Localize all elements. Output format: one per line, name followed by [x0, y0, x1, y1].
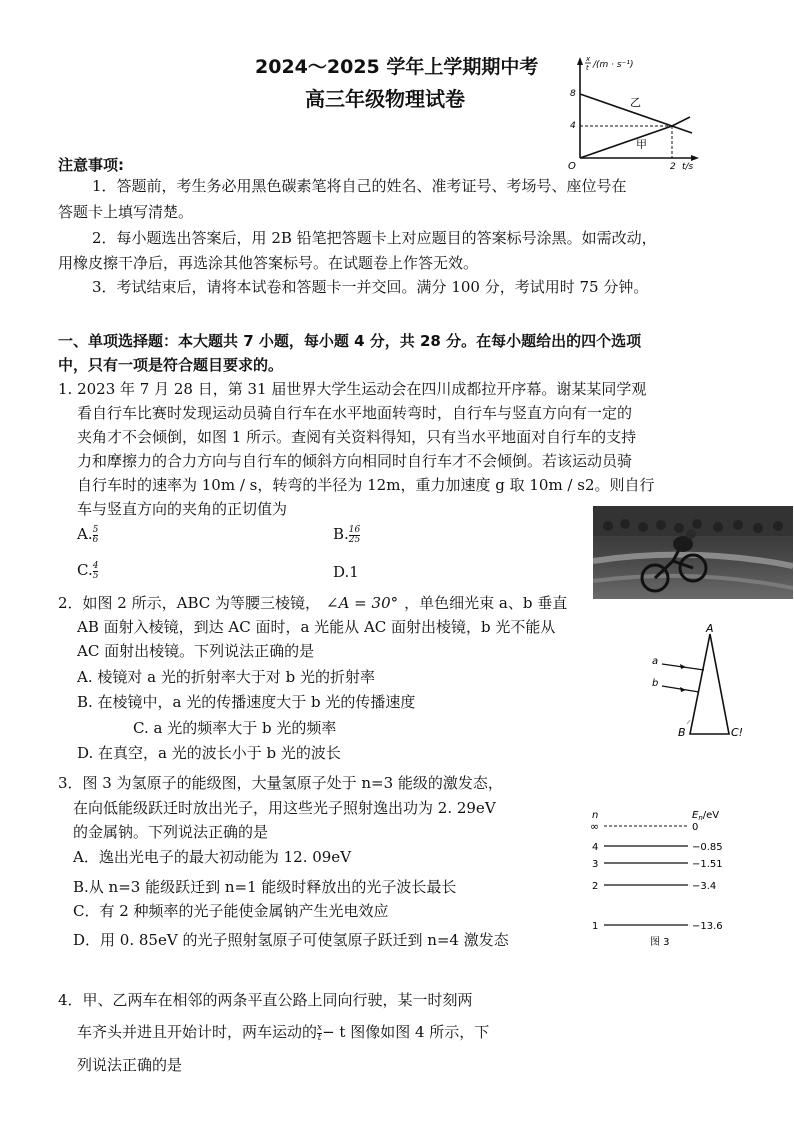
n-header: n [592, 810, 599, 821]
y-frac-num: x [586, 55, 591, 63]
q3-option-d: D．用 0. 85eV 的光子照射氢原子可使氢原子跃迁到 n=4 激发态 [73, 931, 509, 949]
line-yi-ext [672, 126, 692, 133]
notice-line: 用橡皮擦干净后，再选涂其他答案标号。在试题卷上作答无效。 [58, 254, 479, 272]
y-axis-arrow [577, 57, 583, 65]
exam-title: 2024～2025 学年上学期期中考 [255, 56, 539, 78]
q2-line: AC 面射出棱镜。下列说法正确的是 [77, 642, 315, 660]
vertex-c: C! [731, 726, 744, 739]
prism-triangle [690, 634, 729, 734]
level-e: 0 [692, 822, 699, 833]
figure-3-caption: 图 3 [650, 937, 670, 948]
q4-line: 4．甲、乙两车在相邻的两条平直公路上同向行驶，某一时刻两 [58, 991, 473, 1009]
level-n: 3 [592, 859, 599, 870]
q1-option-a: A. $\frac{5}{6}$ [77, 524, 99, 545]
y-tick-8: 8 [570, 89, 576, 99]
level-n: 1 [592, 921, 599, 932]
notice-heading: 注意事项: [58, 156, 124, 174]
q1-line: 自行车时的速率为 10m / s，转弯的半径为 12m，重力加速度 g 取 10m / s2。则自行 [77, 476, 655, 494]
e-header: $E_n/eV$ [692, 810, 720, 822]
q3-line: 在向低能级跃迁时放出光子，用这些光子照射逸出功为 2. 29eV [73, 799, 496, 817]
q2-option-d: D. 在真空，a 光的波长小于 b 光的波长 [77, 744, 341, 762]
q1-option-b: B. $\frac{16}{25}$ [333, 524, 361, 545]
ray-a-arrow [680, 664, 686, 669]
level-e: −0.85 [692, 842, 723, 853]
y-axis-label: /(m · s⁻¹) [593, 60, 634, 70]
level-n: 2 [592, 881, 599, 892]
notice-line: 1．答题前，考生务必用黑色碳素笔将自己的姓名、准考证号、考场号、座位号在 [92, 177, 627, 195]
level-e: −1.51 [692, 859, 723, 870]
section-heading: 中，只有一项是符合题目要求的。 [58, 356, 284, 374]
label-jia: 甲 [636, 138, 647, 151]
figure-2-prism [640, 620, 780, 745]
label-yi: 乙 [630, 96, 641, 109]
y-tick-4: 4 [570, 121, 576, 131]
level-n: 4 [592, 842, 599, 853]
line-jia [580, 126, 672, 158]
x-axis-label: t/s [682, 162, 694, 170]
notice-line: 答题卡上填写清楚。 [58, 203, 194, 221]
q3-option-c: C．有 2 种频率的光子能使金属钠产生光电效应 [73, 902, 389, 920]
q4-line: 列说法正确的是 [77, 1056, 183, 1074]
q3-option-b: B.从 n=3 能级跃迁到 n=1 能级时释放出的光子波长最长 [73, 878, 457, 896]
ray-b-label: b [652, 678, 659, 689]
notice-line: 3．考试结束后，请将本试卷和答题卡一并交回。满分 100 分，考试用时 75 分钟。 [92, 278, 649, 296]
level-n: ∞ [590, 820, 600, 833]
line-yi [580, 94, 672, 126]
figure-3-energy-levels [588, 808, 748, 950]
q1-option-c: C. $\frac{4}{5}$ [77, 560, 99, 581]
q4-line2: 车齐头并进且开始计时，两车运动的 $\frac{x}{t}$ − t 图像如图 4 所示，下 [77, 1022, 490, 1043]
q2-line1: 2．如图 2 所示，ABC 为等腰三棱镜， ∠A = 30° ，单色细光束 a、b 垂直 [58, 594, 568, 612]
figure-4-xt-graph [560, 52, 700, 170]
q2-option-a: A. 棱镜对 a 光的折射率大于对 b 光的折射率 [77, 668, 375, 686]
q1-option-d: D.1 [333, 563, 359, 581]
q1-line: 车与竖直方向的夹角的正切值为 [77, 500, 288, 518]
q1-line: 看自行车比赛时发现运动员骑自行车在水平地面转弯时，自行车与竖直方向有一定的 [77, 404, 633, 422]
q2-option-c: C. a 光的频率大于 b 光的频率 [133, 719, 337, 737]
vertex-b: B [678, 726, 686, 739]
level-e: −3.4 [692, 881, 717, 892]
figure-1-cyclist-photo [593, 506, 793, 599]
vertex-a: A [706, 622, 714, 635]
x-axis-arrow [691, 155, 699, 161]
q1-line: 1. 2023 年 7 月 28 日，第 31 届世界大学生运动会在四川成都拉开序幕。谢某某同学观 [58, 380, 647, 398]
q3-line: 3．图 3 为氢原子的能级图，大量氢原子处于 n=3 能级的激发态， [58, 774, 503, 792]
origin-label: O [568, 161, 576, 170]
q1-line: 夹角才不会倾倒，如图 1 所示。查阅有关资料得知，只有当水平地面对自行车的支持 [77, 428, 637, 446]
line-jia-ext [672, 117, 690, 126]
y-frac-den: t [586, 64, 589, 72]
q3-line: 的金属钠。下列说法正确的是 [73, 823, 269, 841]
q1-line: 力和摩擦力的合力方向与自行车的倾斜方向相同时自行车才不会倾倒。若该运动员骑 [77, 452, 633, 470]
q2-option-b: B. 在棱镜中，a 光的传播速度大于 b 光的传播速度 [77, 693, 416, 711]
level-e: −13.6 [692, 921, 723, 932]
ray-a-label: a [652, 656, 659, 667]
q3-option-a: A．逸出光电子的最大初动能为 12. 09eV [73, 848, 352, 866]
q2-line: AB 面射入棱镜，到达 AC 面时，a 光能从 AC 面射出棱镜，b 光不能从 [77, 618, 556, 636]
section-heading: 一、单项选择题：本大题共 7 小题，每小题 4 分，共 28 分。在每小题给出的四个选项 [58, 332, 642, 350]
exam-subtitle: 高三年级物理试卷 [305, 87, 465, 111]
x-tick-2: 2 [670, 162, 676, 170]
notice-line: 2．每小题选出答案后，用 2B 铅笔把答题卡上对应题目的答案标号涂黑。如需改动， [92, 229, 657, 247]
